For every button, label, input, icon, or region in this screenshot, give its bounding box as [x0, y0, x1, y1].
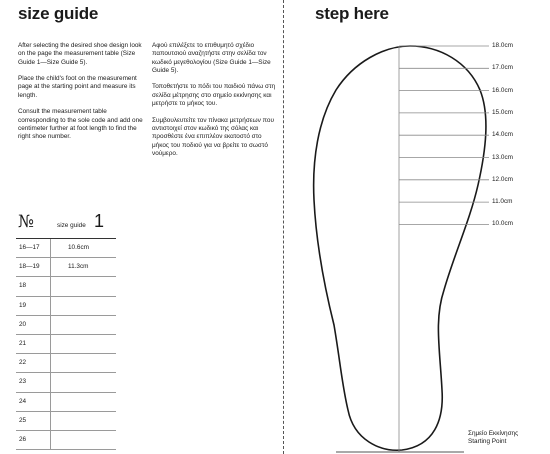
- english-instructions: [18, 42, 148, 150]
- shoe-size-cell: 25: [19, 416, 27, 424]
- size-table-row: [16, 431, 116, 450]
- measure-label: 12.0cm: [492, 175, 513, 183]
- measure-label: 16.0cm: [492, 86, 513, 94]
- size-table-header: [16, 212, 116, 239]
- shoe-size-cell: 20: [19, 320, 27, 328]
- size-table-row: [16, 335, 116, 354]
- shoe-size-cell: 23: [19, 378, 27, 386]
- size-table-row: [16, 239, 116, 258]
- shoe-size-cell: 26: [19, 435, 27, 443]
- number-sign: №: [18, 212, 35, 232]
- shoe-size-cell: 18—19: [19, 263, 40, 271]
- step-here-panel: [284, 0, 550, 454]
- size-guide-label: size guide: [57, 222, 86, 229]
- shoe-size-cell: 16—17: [19, 244, 40, 251]
- size-table-row: [16, 297, 116, 316]
- measure-label: 11.0cm: [492, 198, 513, 206]
- size-table-row: [16, 277, 116, 296]
- step-here-title: step here: [315, 4, 389, 23]
- measure-label: 18.0cm: [492, 42, 513, 49]
- measure-label: 14.0cm: [492, 131, 513, 139]
- en-step-2: Place the child's foot on the measurement page at the starting point and measure its length.: [18, 75, 137, 99]
- gr-step-2: Τοποθετήστε το πόδι του παιδιού πάνω στη σελίδα μέτρησης στο σημείο εκκίνησης και μετρήστε το μήκος του.: [152, 83, 276, 108]
- size-table-row: [16, 258, 116, 277]
- size-table-row: [16, 373, 116, 392]
- size-table-body: [16, 239, 116, 450]
- greek-instructions: [152, 42, 276, 166]
- en-step-3: Consult the measurement table corresponding to the sole code and add one centimeter further at foot length to find the right shoe number.: [18, 108, 143, 141]
- shoe-size-cell: 24: [19, 397, 27, 405]
- size-table-row: [16, 393, 116, 412]
- size-table: [16, 212, 116, 450]
- size-table-row: [16, 354, 116, 373]
- shoe-size-cell: 22: [19, 359, 27, 367]
- shoe-size-cell: 21: [19, 339, 27, 347]
- measure-label: 17.0cm: [492, 64, 513, 72]
- measure-label: 10.0cm: [492, 220, 513, 228]
- shoe-size-cell: 18: [19, 282, 27, 290]
- gr-step-1: Αφού επιλέξετε το επιθυμητό σχέδιο παπουτσιού αναζητήστε στην σελίδα τον κωδικό μεγεθολογίου (Size Guide 1—Size Guide 5).: [152, 42, 271, 74]
- size-guide-title: size guide: [18, 4, 99, 23]
- starting-point-label: [468, 430, 518, 445]
- en-step-1: After selecting the desired shoe design look on the page the measurement table (Size Guide 1—Size Guide 5).: [18, 42, 142, 66]
- size-table-row: [16, 412, 116, 431]
- measure-label: 15.0cm: [492, 108, 513, 116]
- starting-point-en: Starting Point: [468, 437, 507, 445]
- foot-outline: [314, 46, 486, 450]
- size-guide-number: 1: [94, 211, 105, 231]
- gr-step-3: Συμβουλευτείτε τον πίνακα μετρήσεων που αντιστοιχεί στον κωδικό της σόλας και προσθέστε ένα επιπλέον εκατοστό στο μήκος του ποδιού για να βρείτε το σωστό νούμερο.: [152, 116, 274, 157]
- shoe-size-cell: 19: [19, 301, 27, 309]
- foot-length-cell: 11.3cm: [68, 263, 89, 271]
- table-column-divider: [50, 239, 51, 449]
- foot-length-cell: 10.6cm: [68, 244, 89, 251]
- measure-label: 13.0cm: [492, 153, 513, 161]
- starting-point-gr: Σημείο Εκκίνησης: [468, 430, 519, 437]
- size-table-row: [16, 316, 116, 335]
